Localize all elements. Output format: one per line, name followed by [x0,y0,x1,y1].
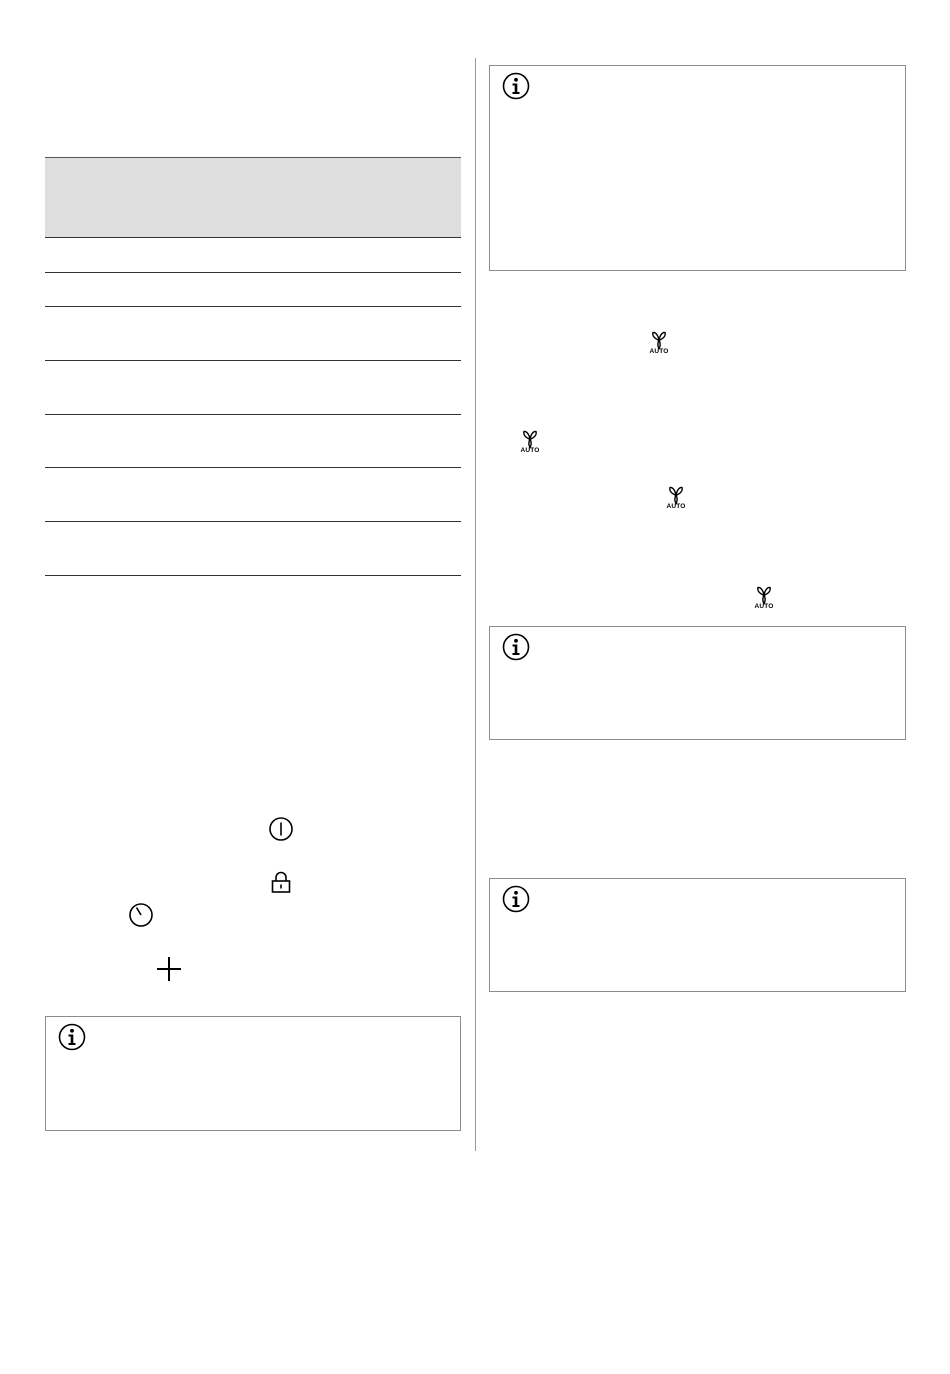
fan-auto-icon [646,330,672,358]
info-icon [502,72,530,100]
plus-icon [156,956,182,982]
fan-auto-label: AUTO [649,348,669,355]
table-header [45,157,461,238]
fan-auto-label: AUTO [520,447,540,454]
table-row-divider [45,414,461,415]
table-row-divider [45,575,461,576]
lock-icon [271,871,291,893]
table-row-divider [45,467,461,468]
note-box [489,626,906,740]
note-box [489,878,906,992]
column-divider [475,58,476,1151]
fan-auto-icon [517,429,543,457]
power-icon [268,816,294,842]
info-icon [58,1023,86,1051]
note-box [45,1016,461,1131]
fan-auto-icon [663,485,689,513]
fan-auto-icon [751,585,777,613]
fan-auto-label: AUTO [666,503,686,510]
table-row-divider [45,272,461,273]
info-icon [502,633,530,661]
info-icon [502,885,530,913]
table-row-divider [45,521,461,522]
timer-icon [128,902,154,928]
fan-auto-label: AUTO [754,603,774,610]
note-box [489,65,906,271]
table-row-divider [45,360,461,361]
table-row-divider [45,306,461,307]
